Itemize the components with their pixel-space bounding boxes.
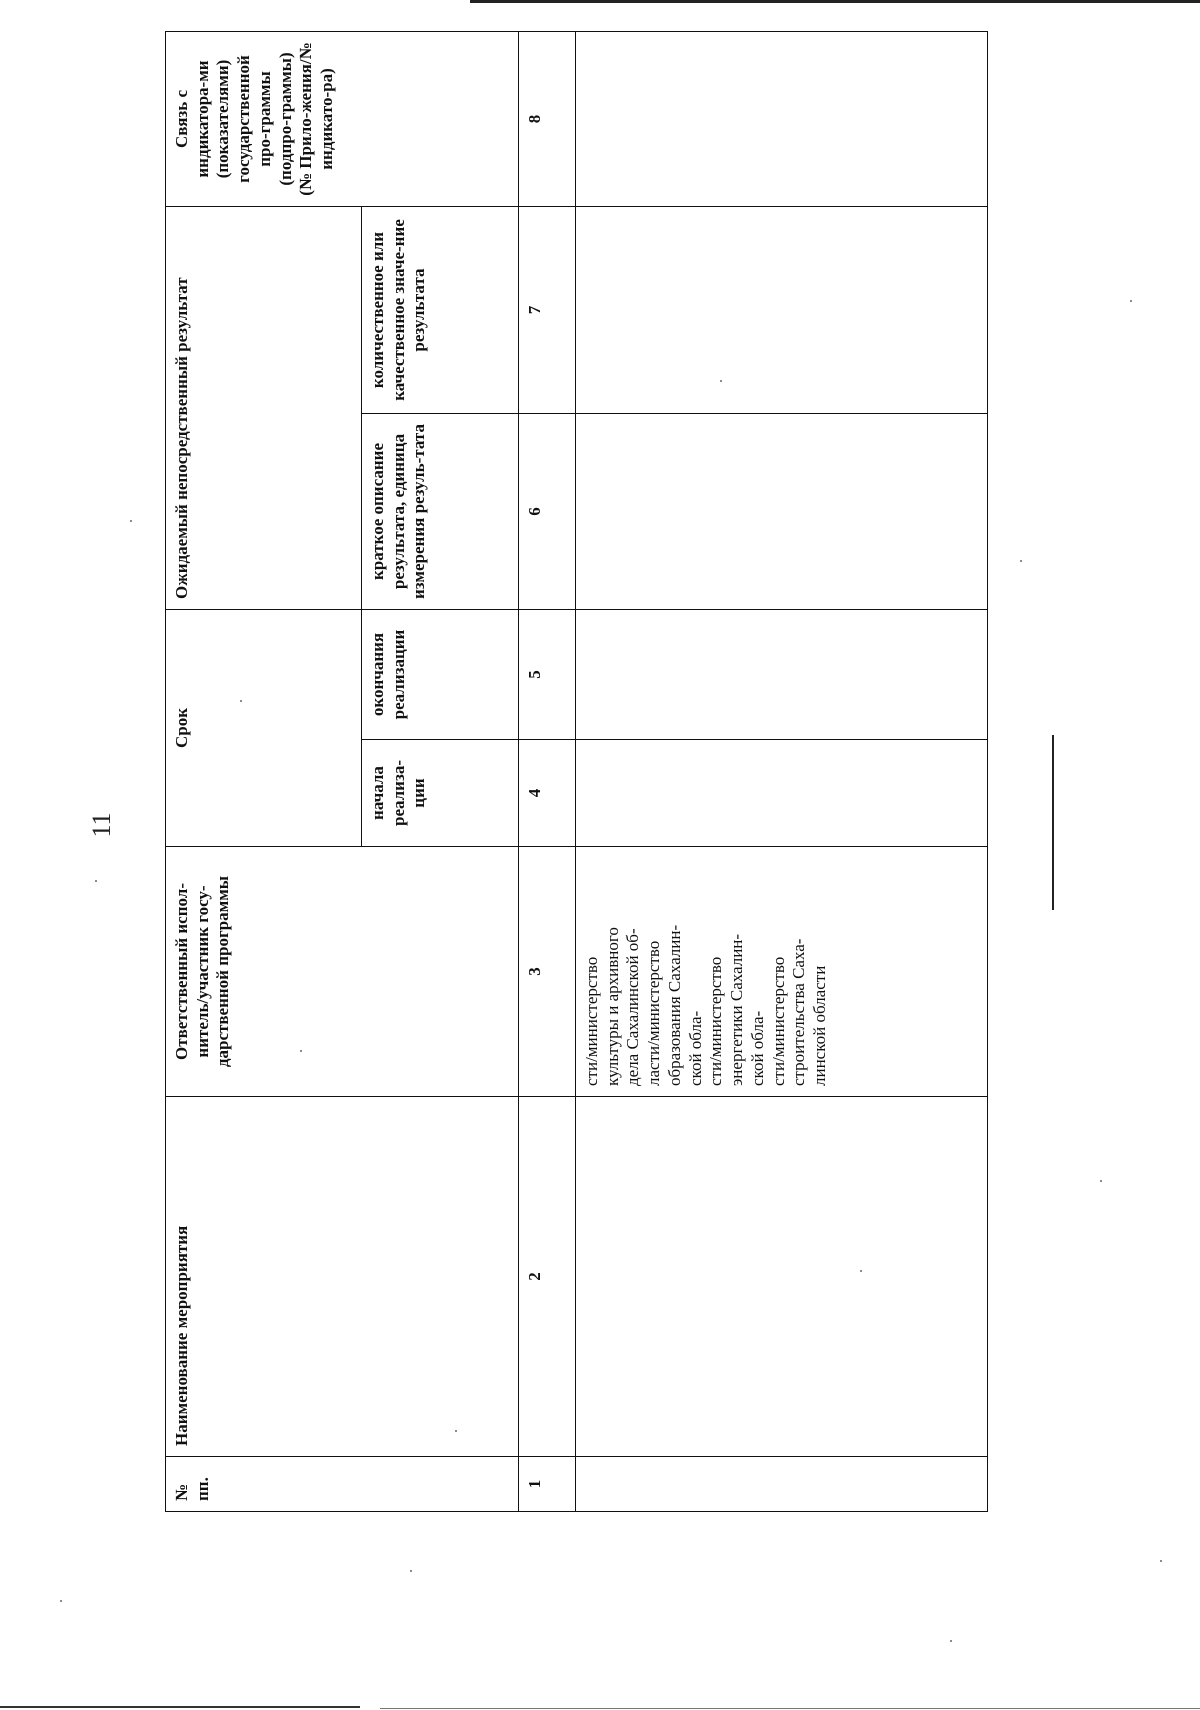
cell-no — [576, 1457, 988, 1512]
header-term-end: окончания реализации — [362, 610, 519, 740]
executor-line: ской обла- — [685, 1010, 705, 1086]
table-row — [576, 32, 988, 1512]
header-expected-result: Ожидаемый непосредственный результат — [166, 207, 362, 610]
column-numbers-row — [519, 32, 576, 1512]
executor-line: энергетики Сахалин- — [727, 933, 747, 1086]
column-number: 7 — [519, 207, 576, 414]
column-number: 4 — [519, 740, 576, 847]
executor-line: линской области — [810, 965, 830, 1086]
page-number: 11 — [87, 812, 116, 838]
header-executor: Ответственный испол-нитель/участник госу-дарственной программы — [166, 847, 519, 1097]
column-number: 1 — [519, 1457, 576, 1512]
executor-line: ласти/министерство — [644, 940, 664, 1086]
cell-term-end — [576, 610, 988, 740]
executor-line: ской обла- — [747, 1010, 767, 1086]
scan-edge-bottom — [0, 1706, 360, 1708]
cell-term-start — [576, 740, 988, 847]
header-event-name: Наименование мероприятия — [166, 1097, 519, 1457]
header-indicators-link: Связь с индикатора-ми (показателями) государственной про-граммы (подпро-граммы) (№ Прило-жения/№ индикато-ра) — [166, 32, 519, 207]
executor-line: строительства Саха- — [789, 938, 809, 1086]
events-table — [165, 31, 988, 1512]
cell-event-name — [576, 1097, 988, 1457]
executor-line: образования Сахалин- — [664, 924, 684, 1086]
header-result-description: краткое описание результата, единица измерения резуль-тата — [362, 414, 519, 610]
separator-rule — [1052, 735, 1054, 910]
header-no: № пп. — [166, 1457, 519, 1512]
header-row-top — [166, 32, 362, 1512]
header-term-start: начала реализа-ции — [362, 740, 519, 847]
executor-line: сти/министерство — [706, 956, 726, 1086]
column-number: 5 — [519, 610, 576, 740]
rotated-table-sheet — [165, 32, 987, 1512]
header-term: Срок — [166, 610, 362, 847]
column-number: 6 — [519, 414, 576, 610]
cell-indicators-link — [576, 32, 988, 207]
cell-result-description — [576, 414, 988, 610]
executor-line: сти/министерство — [768, 956, 788, 1086]
executor-line: сти/министерство — [582, 956, 601, 1086]
column-number: 2 — [519, 1097, 576, 1457]
cell-result-value — [576, 207, 988, 414]
column-number: 8 — [519, 32, 576, 207]
executor-line: культуры и архивного — [602, 927, 622, 1086]
cell-executor — [576, 847, 988, 1097]
executor-line: дела Сахалинской об- — [623, 928, 643, 1086]
scan-edge-bottom-secondary — [380, 1708, 1200, 1709]
column-number: 3 — [519, 847, 576, 1097]
scan-edge-top — [470, 0, 1200, 3]
header-result-value: количественное или качественное значе-ние результата — [362, 207, 519, 414]
